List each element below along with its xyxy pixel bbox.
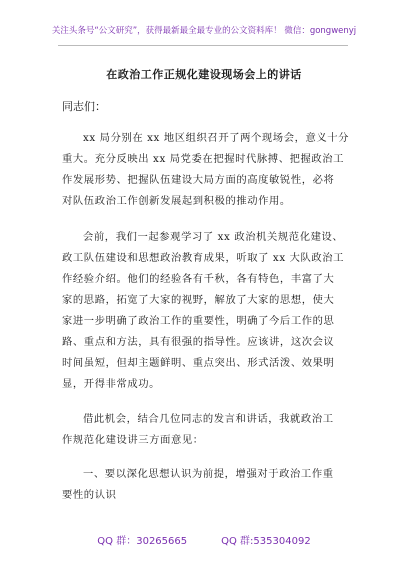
paragraph-line: 要性的认识 — [62, 489, 117, 501]
footer-contacts — [0, 532, 408, 547]
paragraph-line: 家进一步明确了政治工作的重要性，明确了今后工作的思 — [62, 315, 335, 327]
paragraph-4 — [62, 464, 352, 506]
document-title: 在政治工作正规化建设现场会上的讲话 — [106, 68, 302, 81]
header-divider — [58, 45, 348, 46]
paragraph-line: 对队伍政治工作创新发展起到积极的推动作用。 — [62, 195, 291, 207]
footer-qq-group-1: QQ 群：30265665 — [97, 536, 188, 547]
header-promo-text: 关注头条号“公文研究”，获得最新最全最专业的公文资料库！ 微信：gongwenyj — [51, 26, 357, 36]
paragraph-line: 借此机会，结合几位同志的发言和讲话，我就政治工 — [83, 413, 334, 425]
paragraph-line: 作发展形势、把握队伍建设大局方面的高度敏锐性，必将 — [62, 174, 335, 186]
paragraph-line: 政工队伍建设和思想政治教育成果，听取了 xx 大队政治工 — [62, 252, 345, 264]
paragraph-line: 重大。充分反映出 xx 局党委在把握时代脉搏、把握政治工 — [62, 153, 345, 165]
footer-qq-group-2: QQ 群:535304092 — [221, 536, 311, 547]
paragraph-line: 作规范化建设讲三方面意见： — [62, 434, 204, 446]
paragraph-line: 路、重点和方法，具有很强的指导性。应该讲，这次会议 — [62, 336, 335, 348]
paragraph-line: 时间虽短，但却主题鲜明、重点突出、形式活泼、效果明 — [62, 357, 335, 369]
paragraph-3 — [62, 409, 352, 451]
salutation: 同志们： — [62, 100, 106, 113]
paragraph-line: xx 局分别在 xx 地区组织召开了两个现场会，意义十分 — [83, 132, 350, 144]
paragraph-line: 作经验介绍。他们的经验各有千秋，各有特色，丰富了大 — [62, 273, 335, 285]
paragraph-line: 一、要以深化思想认识为前提，增强对于政治工作重 — [83, 468, 334, 480]
paragraph-line: 会前，我们一起参观学习了 xx 政治机关规范化建设、 — [83, 231, 344, 243]
paragraph-1 — [62, 128, 352, 212]
paragraph-line: 家的思路，拓宽了大家的视野，解放了大家的思想，使大 — [62, 294, 335, 306]
paragraph-line: 显，开得非常成功。 — [62, 378, 161, 390]
paragraph-2 — [62, 227, 352, 395]
